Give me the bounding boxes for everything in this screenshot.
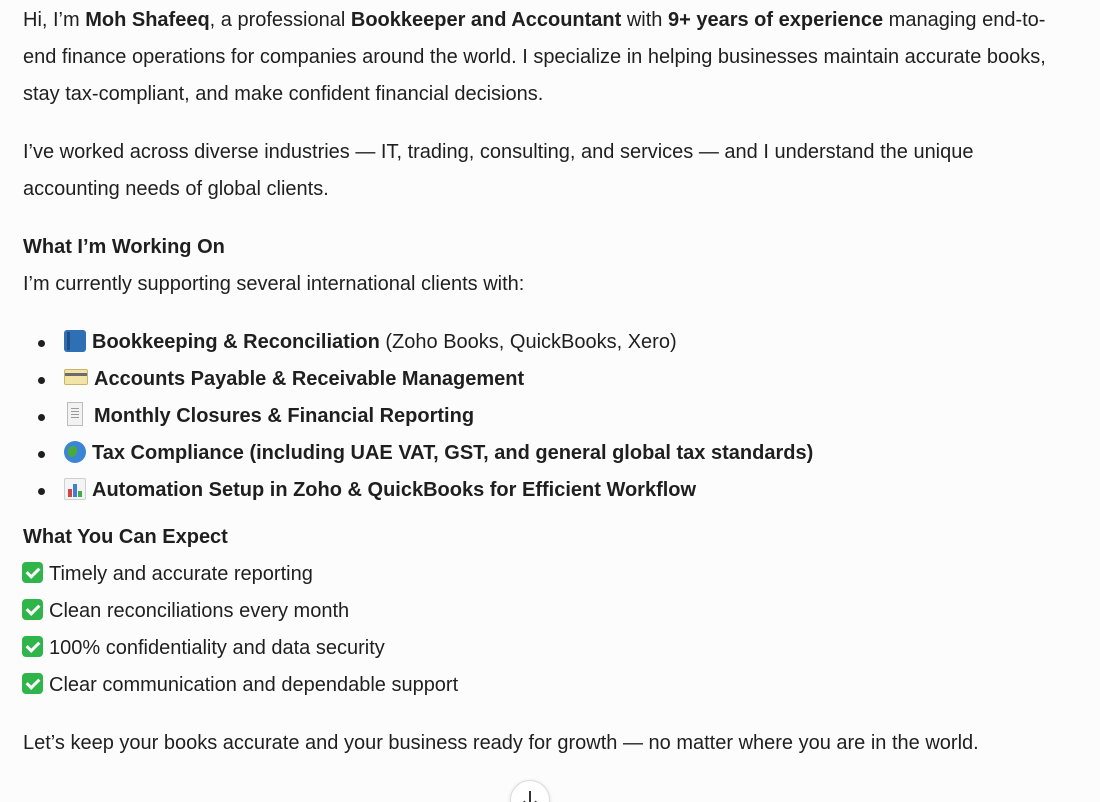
- intro-text: , a professional: [209, 9, 351, 31]
- expect-text: Clean reconciliations every month: [49, 600, 350, 622]
- list-item: [22, 593, 1073, 630]
- list-item: [22, 556, 1073, 593]
- service-title: Tax Compliance (including UAE VAT, GST, and general global tax standards): [92, 442, 814, 464]
- receipt-icon: [67, 402, 83, 426]
- experience-text: 9+ years of experience: [667, 9, 884, 31]
- check-icon: [22, 636, 43, 657]
- working-on-heading: What I’m Working On: [23, 236, 225, 258]
- services-list: [23, 324, 1073, 509]
- book-icon: [64, 330, 86, 352]
- intro-text: with: [621, 9, 668, 31]
- closing-paragraph: Let’s keep your books accurate and your business ready for growth — no matter where you are in the world.: [23, 732, 979, 754]
- check-icon: [22, 673, 43, 694]
- expect-text: Timely and accurate reporting: [49, 563, 313, 585]
- service-title: Bookkeeping & Reconciliation: [92, 331, 380, 353]
- list-item: [23, 435, 1073, 472]
- list-item: [22, 630, 1073, 667]
- expect-list: [23, 556, 1073, 704]
- scroll-down-button[interactable]: [510, 780, 550, 802]
- bar-chart-icon: [64, 478, 86, 500]
- check-icon: [22, 562, 43, 583]
- check-icon: [22, 599, 43, 620]
- service-title: Automation Setup in Zoho & QuickBooks for Efficient Workflow: [92, 479, 697, 501]
- author-role: Bookkeeper and Accountant: [350, 9, 622, 31]
- list-item: [23, 361, 1073, 398]
- service-detail: (Zoho Books, QuickBooks, Xero): [379, 331, 677, 353]
- intro-text: managing end-to-end finance operations for companies around the world. I specialize in helping businesses maintain accurate books, stay tax-compliant, and make confident financial decisions.: [23, 9, 1046, 105]
- author-name: Moh Shafeeq: [85, 9, 210, 31]
- service-title: Monthly Closures & Financial Reporting: [94, 405, 475, 427]
- list-item: [23, 472, 1073, 509]
- globe-icon: [64, 441, 86, 463]
- industries-paragraph: I’ve worked across diverse industries — IT, trading, consulting, and services — and I understand the unique accounting needs of global clients.: [23, 141, 974, 200]
- expect-heading: What You Can Expect: [23, 526, 228, 548]
- arrow-down-icon: [529, 791, 531, 802]
- working-on-lead: I’m currently supporting several international clients with:: [23, 273, 525, 295]
- credit-card-icon: [64, 369, 88, 385]
- message-content: [23, 0, 1073, 762]
- service-title: Accounts Payable & Receivable Management: [94, 368, 525, 390]
- list-item: [22, 667, 1073, 704]
- list-item: [23, 398, 1073, 435]
- intro-text: Hi, I’m: [23, 9, 86, 31]
- expect-text: Clear communication and dependable support: [49, 674, 459, 696]
- expect-text: 100% confidentiality and data security: [49, 637, 385, 659]
- intro-paragraph: [23, 2, 1073, 113]
- list-item: [23, 324, 1073, 361]
